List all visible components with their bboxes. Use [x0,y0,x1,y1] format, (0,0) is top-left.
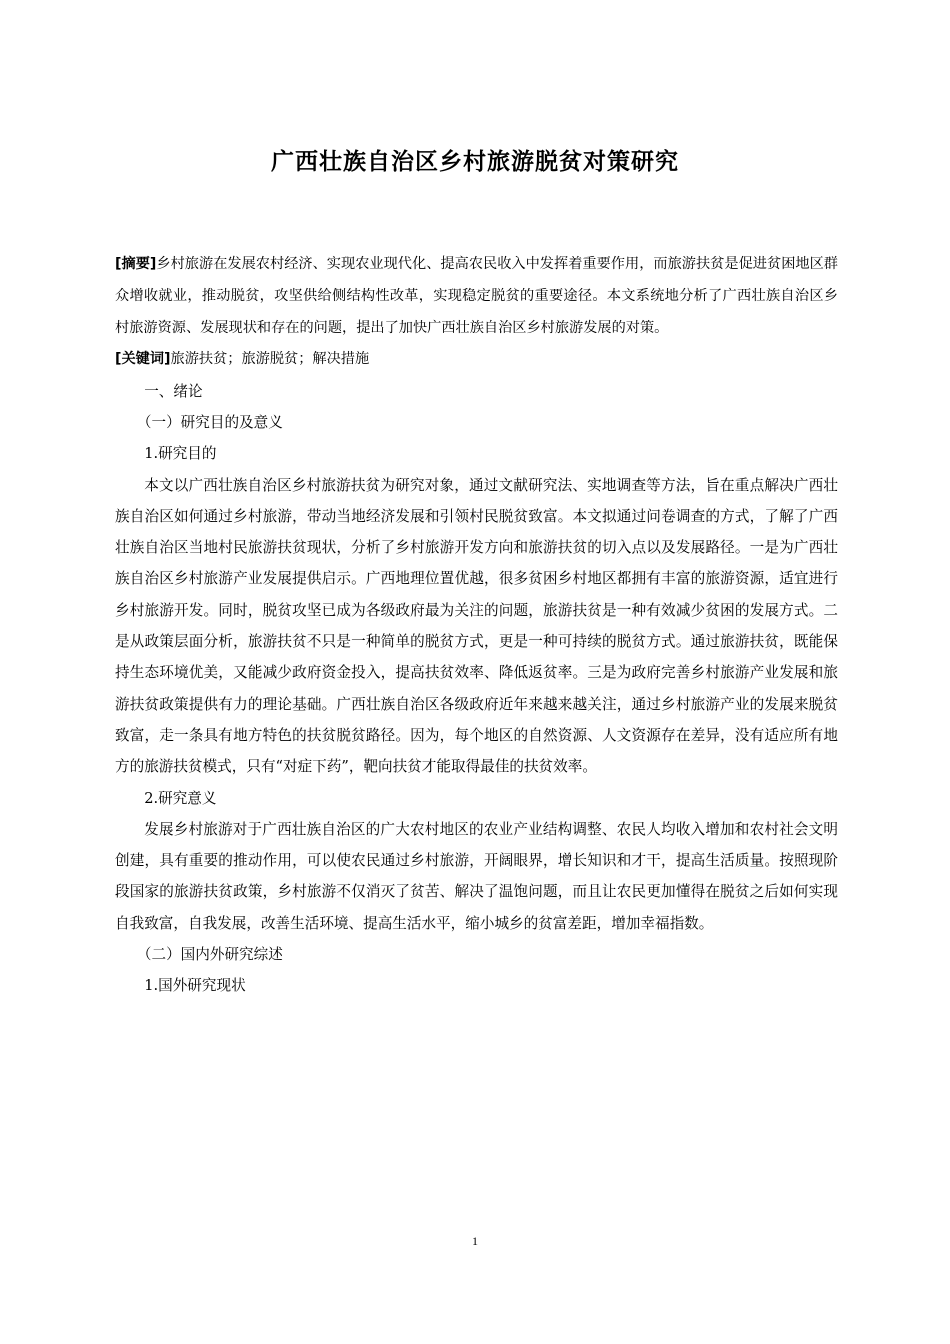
paper-body [115,249,838,1002]
abstract-text: 乡村旅游在发展农村经济、实现农业现代化、提高农民收入中发挥着重要作用，而旅游扶贫是促进贫困地区群众增收就业，推动脱贫，攻坚供给侧结构性改革，实现稳定脱贫的重要途径。本文系统地分析了广西壮族自治区乡村旅游资源、发展现状和存在的问题，提出了加快广西壮族自治区乡村旅游发展的对策。 [115,256,838,336]
subsection-heading-1-1: （一）研究目的及意义 [136,413,283,431]
keywords-line [115,344,838,375]
subsubsection-heading-significance: 2.研究意义 [144,789,217,807]
keywords-text: 旅游扶贫；旅游脱贫；解决措施 [170,351,370,368]
paper-title: 广西壮族自治区乡村旅游脱贫对策研究 [271,149,679,175]
subsection-heading-1-2: （二）国内外研究综述 [136,946,283,964]
subsubsection-heading-purpose: 1.研究目的 [144,445,217,463]
abstract-paragraph [115,249,838,344]
keywords-label: [关键词] [115,351,171,368]
paragraph-purpose: 本文以广西壮族自治区乡村旅游扶贫为研究对象，通过文献研究法、实地调查等方法，旨在重点解决广西壮族自治区如何通过乡村旅游，带动当地经济发展和引领村民脱贫致富。本文拟通过问卷调查的方式，了解了广西壮族自治区当地村民旅游扶贫现状，分析了乡村旅游开发方向和旅游扶贫的切入点以及发展路径。一是为广西壮族自治区乡村旅游产业发展提供启示。广西地理位置优越，很多贫困乡村地区都拥有丰富的旅游资源，适宜进行乡村旅游开发。同时，脱贫攻坚已成为各级政府最为关注的问题，旅游扶贫是一种有效减少贫困的发展方式。二是从政策层面分析，旅游扶贫不只是一种简单的脱贫方式，更是一种可持续的脱贫方式。通过旅游扶贫，既能保持生态环境优美，又能减少政府资金投入，提高扶贫效率、降低返贫率。三是为政府完善乡村旅游产业发展和旅游扶贫政策提供有力的理论基础。广西壮族自治区各级政府近年来越来越关注，通过乡村旅游产业的发展来脱贫致富，走一条具有地方特色的扶贫脱贫路径。因为，每个地区的自然资源、人文资源存在差异，没有适应所有地方的旅游扶贫模式，只有“对症下药”，靶向扶贫才能取得最佳的扶贫效率。 [115,476,838,776]
abstract-label: [摘要] [115,256,157,272]
subsubsection-heading-foreign: 1.国外研究现状 [144,977,246,995]
paragraph-significance: 发展乡村旅游对于广西壮族自治区的广大农村地区的农业产业结构调整、农民人均收入增加和农村社会文明创建，具有重要的推动作用，可以使农民通过乡村旅游，开阔眼界，增长知识和才干，提高生活质量。按照现阶段国家的旅游扶贫政策，乡村旅游不仅消灭了贫苦、解决了温饱问题，而且让农民更加懂得在脱贫之后如何实现自我致富，自我发展，改善生活环境、提高生活水平，缩小城乡的贫富差距，增加幸福指数。 [115,820,838,932]
page-number: 1 [472,1234,478,1248]
section-heading-1: 一、绪论 [144,382,203,400]
